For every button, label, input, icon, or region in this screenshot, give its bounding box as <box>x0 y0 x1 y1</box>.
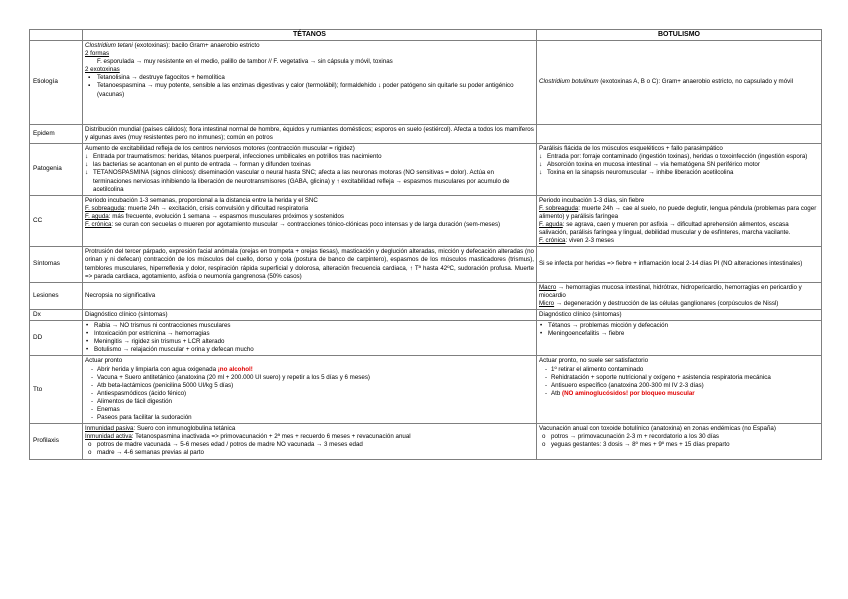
text-line: Parálisis flácida de los músculos esqueléticos + fallo parasimpático <box>539 145 723 153</box>
arrow-item: ↓ Toxina en la sinapsis neuromuscular → inhibe liberación acetilcolina <box>539 169 819 177</box>
cell-botulismo <box>537 282 822 309</box>
cell-botulismo <box>537 424 822 459</box>
cell-botulismo: Diagnóstico clínico (síntomas) <box>537 309 822 320</box>
row-label: Epidem <box>30 125 83 144</box>
text: : muerte 24h → excitación, crisis convulsión y dificultad respiratoria <box>124 204 309 212</box>
treatment-item: - Vacuna + Suero antitetánico (anatoxina (20 ml + 200.000 UI suero) y repetir a los 5 días y 6 meses) <box>85 374 534 382</box>
cell-tetanos: Diagnóstico clínico (síntomas) <box>83 309 537 320</box>
comparison-sheet <box>29 29 821 460</box>
text: (exotoxinas A, B o C): Gram+ anaerobio estricto, no capsulado y móvil <box>598 78 793 86</box>
cell-botulismo <box>537 195 822 247</box>
row-epidem <box>30 125 822 144</box>
text-line: F. esporulada → muy resistente en el medio, palillo de tambor // F. vegetativa → sin cápsula y móvil, toxinas <box>97 58 393 66</box>
subheading: 2 formas <box>85 50 110 58</box>
cell-tetanos <box>83 144 537 196</box>
cell-botulismo <box>537 41 822 125</box>
row-dd <box>30 321 822 356</box>
treatment-item: - Enemas <box>85 406 534 414</box>
cell-botulismo: Si se infecta por heridas => fiebre + inflamación local 2-14 días PI (NO alteraciones intestinales) <box>537 247 822 282</box>
row-profilaxis <box>30 424 822 459</box>
row-lesiones <box>30 282 822 309</box>
form-name: F. crónica <box>539 237 566 245</box>
row-label: Tto <box>30 356 83 424</box>
subheading: Micro <box>539 299 555 307</box>
bullet-item: ▪ Tetanolisina → destruye fagocitos + hemolítica <box>85 74 534 82</box>
corner-cell <box>30 30 83 41</box>
row-label: Síntomas <box>30 247 83 282</box>
text: : muerte 24h → cae al suelo, no puede deglutir, lengua péndula (problemas para coger alimento) y parálisis faríngea <box>539 204 817 220</box>
text: → hemorragias mucosa intestinal, hidrótrax, hidropericardio, hemorragias en pericardio y miocardio <box>539 283 802 299</box>
sub-item: o madre → 4-6 semanas previas al parto <box>85 449 534 457</box>
row-dx <box>30 309 822 320</box>
treatment-item: - Antisuero específico (anatoxina 200-300 ml IV 2-3 días) <box>539 382 819 390</box>
text: Abrir herida y limpiarla con agua oxigenada <box>97 365 218 373</box>
text: : viven 2-3 meses <box>565 237 614 245</box>
dd-item: • Meningoencefalitis → fiebre <box>539 330 819 338</box>
row-label: Profilaxis <box>30 424 83 459</box>
row-label: CC <box>30 195 83 247</box>
row-label: Patogenia <box>30 144 83 196</box>
header-tetanos: TÉTANOS <box>83 30 537 41</box>
cell-tetanos <box>83 195 537 247</box>
cell-tetanos <box>83 356 537 424</box>
text-line: Vacunación anual con toxoide botulínico (anatoxina) en zonas endémicas (no España) <box>539 425 776 433</box>
arrow-item: ↓ las bacterias se acantonan en el punto de entrada → forman y difunden toxinas <box>85 161 534 169</box>
form-name: F. aguda <box>85 212 109 220</box>
text: : se agrava, caen y mueren por asfixia → dificultad aprehensión alimentos, escasa salivación, parálisis faríngea y lingual, debilidad muscular y de esfínteres, marcha vacilante. <box>539 221 791 237</box>
text: : se curan con secuelas o mueren por agotamiento muscular → contracciones tónico-clónicas poco intensas y de larga duración (sem-meses) <box>111 221 501 229</box>
cell-tetanos <box>83 321 537 356</box>
arrow-item: ↓ TETANOSPASMINA (signos clínicos): diseminación vascular o neural hasta SNC; afecta a las neuronas motoras (NO sensitivas = dolor). Actúa en terminaciones nerviosas inhibiendo la liberación de neurotransmisores (GABA, glicina) y ↑ excitabilidad refleja → espasmos musculares por acumulo de acetilcolina <box>85 169 534 193</box>
header-row <box>30 30 822 41</box>
form-name: F. sobreaguda <box>85 204 125 212</box>
row-cc <box>30 195 822 247</box>
subheading: Inmunidad activa <box>85 433 132 441</box>
header-botulismo: BOTULISMO <box>537 30 822 41</box>
treatment-item: - Antiespasmódicos (ácido fénico) <box>85 390 534 398</box>
cell-botulismo <box>537 356 822 424</box>
text: → degeneración y destrucción de las células ganglionares (corpúsculos de Nissl) <box>554 299 779 307</box>
arrow-item: ↓ Entrada por traumatismos: heridas, tétanos puerperal, infecciones umbilicales en potrillos tras nacimiento <box>85 153 534 161</box>
text: Atb <box>551 389 563 397</box>
cell-tetanos: Necropsia no significativa <box>83 282 537 309</box>
text-line: Actuar pronto <box>85 357 123 365</box>
form-name: F. crónica <box>85 221 112 229</box>
organism-name: Clostridium botulinum <box>539 78 599 86</box>
text: : Suero con inmunoglobulina tetánica <box>133 425 236 433</box>
treatment-item: - Alimentos de fácil digestión <box>85 398 534 406</box>
text: : más frecuente, evolución 1 semana → espasmos musculares próximos y sostenidos <box>108 212 344 220</box>
organism-name: Clostridium tetani <box>85 42 133 49</box>
text-line: Periodo incubación 1-3 semanas, proporcional a la distancia entre la herida y el SNC <box>85 196 318 204</box>
text: : Tetanospasmina inactivada => primovacunación + 2ª mes + recuerdo 6 meses + revacunación anual <box>131 433 411 441</box>
row-etiologia <box>30 41 822 125</box>
text-line: Actuar pronto, no suele ser satisfactorio <box>539 357 649 365</box>
subheading: Inmunidad pasiva <box>85 425 134 433</box>
bullet-item: ▪ Tetanoespasmina → muy potente, sensible a las enzimas digestivas y calor (termolábil); formaldehído ↓ poder patógeno sin quitarle su poder antigénico (vacunas) <box>85 82 534 98</box>
cell-tetanos <box>83 424 537 459</box>
dd-item: • Rabia → NO trismus ni contracciones musculares <box>85 322 534 330</box>
row-label: Dx <box>30 309 83 320</box>
row-label: Etiología <box>30 41 83 125</box>
row-label: Lesiones <box>30 282 83 309</box>
cell-tetanos <box>83 41 537 125</box>
form-name: F. aguda <box>539 221 563 229</box>
text: (exotoxinas): bacilo Gram+ anaerobio estricto <box>132 42 260 49</box>
cell-botulismo <box>537 144 822 196</box>
cell-tetanos: Protrusión del tercer párpado, expresión facial anómala (orejas en trompeta + orejas tiesas), masticación y deglución alteradas, micción y defecación alteradas (no orinan y ni defecan) contracción de los músculos del cuello, dorso y cola (postura de banco de carpintero), espasmos de los músculos masticadores (trismus), temblores musculares, hiperreflexia y dolor, respiración rápida superficial y dolorosa, alteración frecuencia cardiaca, ↑ Tª hasta 42ºC, sudoración profusa. Muerte => parada cardiaca, agotamiento, asfixia o neumonía gangrenosa (50% casos) <box>83 247 537 282</box>
row-patogenia <box>30 144 822 196</box>
sub-item: o yeguas gestantes: 3 dosis → 8º mes + 9º mes + 15 días preparto <box>539 441 819 449</box>
sub-item: o potros de madre vacunada → 5-6 meses edad / potros de madre NO vacunada → 3 meses edad <box>85 441 534 449</box>
subheading: Macro <box>539 283 557 291</box>
arrow-item: ↓ Absorción toxina en mucosa intestinal → vía hematógena SN periférico motor <box>539 161 819 169</box>
text-line: Periodo incubación 1-3 días, sin fiebre <box>539 196 645 204</box>
cell-botulismo <box>537 125 822 144</box>
treatment-item: - Paseos para facilitar la sudoración <box>85 414 534 422</box>
form-name: F. sobreaguda <box>539 204 579 212</box>
treatment-item: - 1º retirar el alimento contaminado <box>539 366 819 374</box>
dd-item: • Intoxicación por estricnina → hemorragias <box>85 330 534 338</box>
row-sintomas <box>30 247 822 282</box>
comparison-table <box>29 29 822 460</box>
dd-item: • Tétanos → problemas micción y defecación <box>539 322 819 330</box>
treatment-item: - Rehidratación + soporte nutricional y oxígeno + asistencia respiratoria mecánica <box>539 374 819 382</box>
warning-text: (NO aminoglucósidos! por bloqueo muscular <box>562 389 695 397</box>
text-line: Aumento de excitabilidad refleja de los centros nerviosos motores (contracción muscular = rigidez) <box>85 145 355 153</box>
arrow-item: ↓ Entrada por: forraje contaminado (ingestión toxinas), heridas o toxoinfección (ingestión espora) <box>539 153 819 161</box>
row-label: DD <box>30 321 83 356</box>
dd-item: • Meningitis → rigidez sin trismus + LCR alterado <box>85 338 534 346</box>
subheading: 2 exotoxinas <box>85 66 120 74</box>
row-tto <box>30 356 822 424</box>
dd-item: • Botulismo → relajación muscular + orina y defecan mucho <box>85 346 534 354</box>
cell-tetanos: Distribución mundial (países cálidos); flora intestinal normal de hombre, équidos y rumiantes domésticos; esporos en suelo (estiércol). Afecta a todos los mamíferos y algunas aves (muy resistentes pero no inmunes); común en potros <box>83 125 537 144</box>
cell-botulismo <box>537 321 822 356</box>
warning-text: ¡no alcohol! <box>217 365 253 373</box>
treatment-item: - Atb beta-lactámicos (penicilina 5000 UI/kg 5 días) <box>85 382 534 390</box>
sub-item: o potros → primovacunación 2-3 m + recordatorio a los 30 días <box>539 433 819 441</box>
